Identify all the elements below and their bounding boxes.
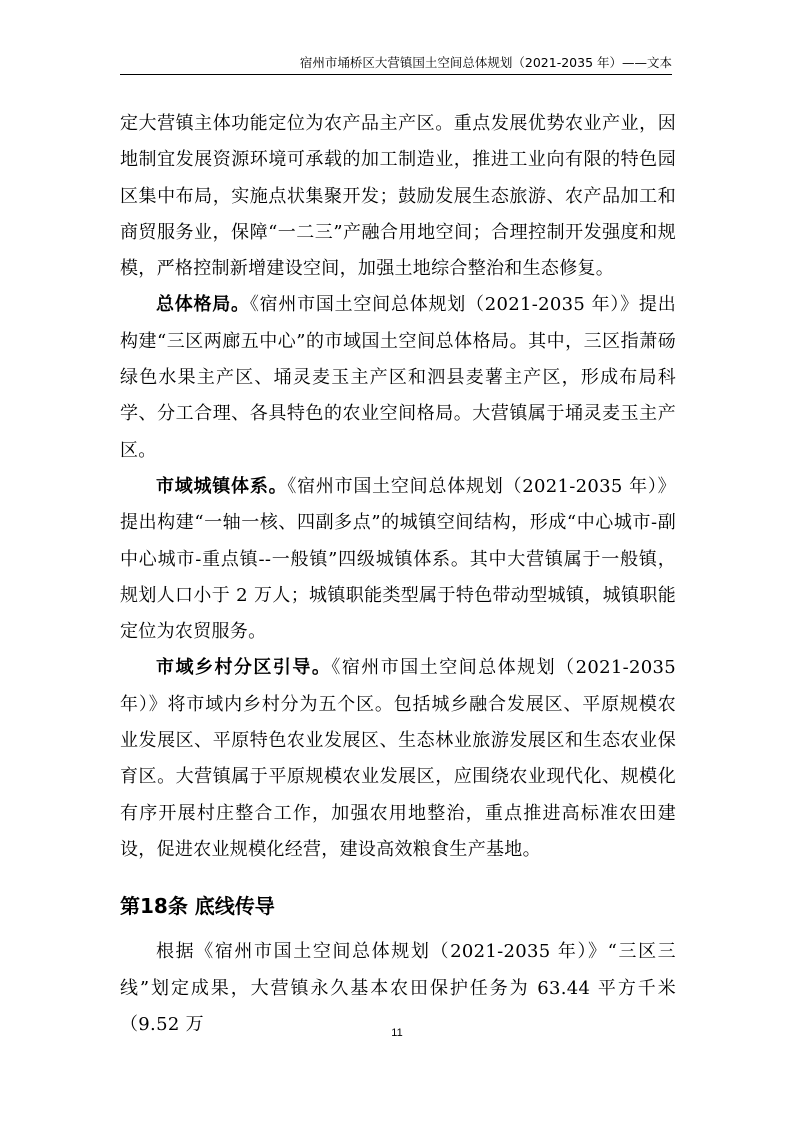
paragraph-overall-pattern [120, 287, 676, 468]
paragraph-baseline: 根据《宿州市国土空间总体规划（2021-2035 年）》“三区三线”划定成果，大营镇永久基本农田保护任务为 63.44 平方千米（9.52 万 [120, 941, 676, 1035]
paragraph-lead-rural-zoning: 市域乡村分区引导。 [156, 657, 332, 679]
section-heading: 第18条 底线传导 [120, 894, 275, 919]
paragraph-lead-overall-pattern: 总体格局。 [156, 294, 250, 316]
body-text [120, 106, 676, 1043]
page-header [120, 52, 672, 75]
paragraph-text-urban-system: 《宿州市国土空间总体规划（2021-2035 年）》提出构建“一轴一核、四副多点”的城镇空间结构，形成“中心城市-副中心城市-重点镇--一般镇”四级城镇体系。其中大营镇属于一般镇，规划人口小于 2 万人；城镇职能类型属于特色带动型城镇，城镇职能定位为农贸服务。 [120, 475, 676, 643]
paragraph-lead-urban-system: 市域城镇体系。 [156, 475, 288, 497]
paragraph-main-function: 定大营镇主体功能定位为农产品主产区。重点发展优势农业产业，因地制宜发展资源环境可承载的加工制造业，推进工业向有限的特色园区集中布局，实施点状集聚开发；鼓励发展生态旅游、农产品加工和商贸服务业，保障“一二三”产融合用地空间；合理控制开发强度和规模，严格控制新增建设空间，加强土地综合整治和生态修复。 [120, 113, 676, 280]
document-title: 宿州市埇桥区大营镇国土空间总体规划（2021-2035 年）——文本 [299, 55, 672, 70]
paragraph-text-overall-pattern: 《宿州市国土空间总体规划（2021-2035 年）》提出构建“三区两廊五中心”的市域国土空间总体格局。其中，三区指萧砀绿色水果主产区、埇灵麦玉主产区和泗县麦薯主产区，形成布局科学、分工合理、各具特色的农业空间格局。大营镇属于埇灵麦玉主产区。 [120, 294, 676, 461]
page-number: 11 [391, 1027, 403, 1039]
paragraph-urban-system [120, 469, 676, 650]
paragraph-text-rural-zoning: 《宿州市国土空间总体规划（2021-2035 年）》将市域内乡村分为五个区。包括城乡融合发展区、平原规模农业发展区、平原特色农业发展区、生态林业旅游发展区和生态农业保育区。大营镇属于平原规模农业发展区，应围绕农业现代化、规模化有序开展村庄整合工作，加强农用地整治，重点推进高标准农田建设，促进农业规模化经营，建设高效粮食生产基地。 [120, 657, 676, 860]
paragraph-rural-zoning [120, 650, 676, 868]
